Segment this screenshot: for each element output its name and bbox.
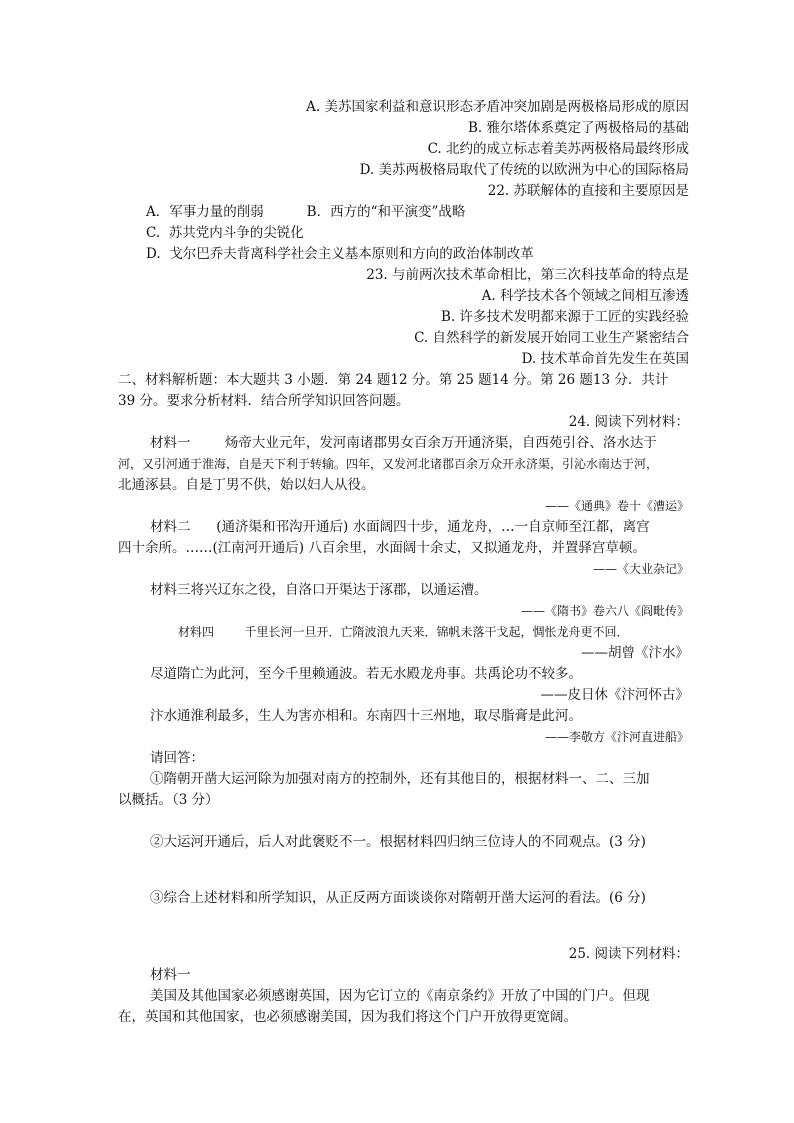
q24-subquestion-2: ②大运河开通后，后人对此褒贬不一。根据材料四归纳三位诗人的不同观点。(3 分)	[150, 834, 646, 850]
q24-material-2-cont: 四十余所。……(江南河开通后) 八百余里，水面阔十余丈，又拟通龙舟，并置驿宫草顿。	[118, 540, 646, 556]
q23-option-d: D. 技术革命首先发生在英国	[521, 351, 689, 367]
q25-material-1-title: 材料一	[150, 967, 191, 983]
q25-material-1-cont: 在，英国和其他国家，也必须感谢美国，因为我们将这个门户开放得更宽阔。	[118, 1009, 577, 1025]
q24-material-2-source: ——《大业杂记》	[592, 562, 689, 576]
q24-subquestion-1: ①隋朝开凿大运河除为加强对南方的控制外，还有其他目的，根据材料一、二、三加	[150, 771, 650, 787]
q24-answer-prompt: 请回答：	[150, 750, 204, 766]
q23-option-c: C. 自然科学的新发展开始同工业生产紧密结合	[414, 330, 689, 346]
q22-options-ab: A．军事力量的削弱 B．西方的“和平演变”战略	[146, 204, 466, 220]
q23-option-b: B. 许多技术发明都来源于工匠的实践经验	[440, 309, 689, 325]
section-two-heading: 二、材料解析题：本大题共 3 小题．第 24 题12 分。第 25 题14 分。第 26 题13 分．共计	[118, 372, 669, 388]
q24-material-4-poem-2: 尽道隋亡为此河，至今千里赖通波。若无水殿龙舟事。共禹论功不较多。	[150, 666, 582, 682]
q22-option-c: C. 苏共党内斗争的尖锐化	[146, 225, 304, 241]
q24-material-1-cont: 河，又引河通于淮海，自是天下利于转输。四年，又发河北诸郡百余万众开永济渠，引沁水南达于河，	[118, 457, 659, 471]
section-two-heading-cont: 39 分。要求分析材料．结合所学知识回答问题。	[118, 393, 410, 409]
q24-material-2: 材料二 (通济渠和邗沟开通后) 水面阔四十步，通龙舟，…一自京师至江都，离宫	[150, 519, 650, 535]
q24-subquestion-3: ③综合上述材料和所学知识，从正反两方面谈谈你对隋朝开凿大运河的看法。(6 分)	[150, 890, 646, 906]
q21-option-a: A. 美苏国家利益和意识形态矛盾冲突加剧是两极格局形成的原因	[306, 99, 689, 115]
q24-stem: 24. 阅读下列材料：	[568, 414, 689, 430]
q24-material-4-poem-3: 汴水通淮利最多，生人为害亦相和。东南四十三州地，取尽脂膏是此河。	[150, 708, 582, 724]
q21-option-c: C. 北约的成立标志着美苏两极格局最终形成	[427, 141, 689, 157]
q21-option-d: D. 美苏两极格局取代了传统的以欧洲为中心的国际格局	[359, 162, 689, 178]
q24-material-3: 材料三将兴辽东之役，自洛口开渠达于涿郡，以通运漕。	[150, 582, 488, 598]
q25-material-1: 美国及其他国家必须感谢英国，因为它订立的《南京条约》开放了中国的门户。但现	[150, 988, 650, 1004]
q24-material-3-source: ——《隋书》卷六八《阎毗传》	[520, 604, 689, 618]
q22-option-d: D. 戈尔巴乔夫背离科学社会主义基本原则和方向的政治体制改革	[146, 246, 534, 262]
q24-material-4-source-1: ——胡曾《汴水》	[581, 645, 689, 661]
q24-material-1-source: ——《通典》卷十《漕运》	[544, 499, 689, 513]
q24-material-4: 材料四 千里长河一旦开．亡隋波浪九天来．锦帆未落干戈起，惆怅龙舟更不回．	[178, 625, 629, 639]
q24-material-4-source-3: ——李敬方《汴河直进船》	[544, 730, 689, 744]
q23-option-a: A. 科学技术各个领域之间相互渗透	[481, 288, 689, 304]
q24-material-1: 材料一 炀帝大业元年，发河南诸郡男女百余万开通济渠，自西苑引谷、洛水达于	[150, 435, 657, 451]
q22-stem: 22. 苏联解体的直接和主要原因是	[487, 183, 689, 199]
q25-stem: 25. 阅读下列材料：	[568, 946, 689, 962]
q23-stem: 23. 与前两次技术革命相比，第三次科技革命的特点是	[366, 267, 689, 283]
q24-material-1-cont2: 北通涿县。自是丁男不供，始以妇人从役。	[118, 477, 375, 493]
q21-option-b: B. 雅尔塔体系奠定了两极格局的基础	[467, 120, 689, 136]
q24-material-4-source-2: ——皮日休《汴河怀古》	[540, 687, 689, 703]
q24-subquestion-1-cont: 以概括。（3 分）	[118, 792, 219, 808]
